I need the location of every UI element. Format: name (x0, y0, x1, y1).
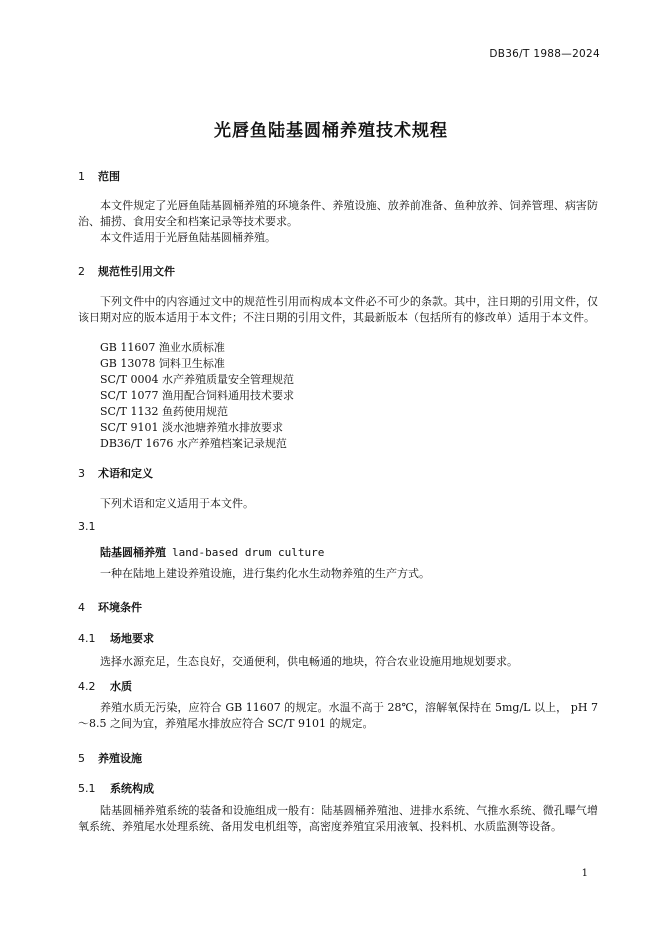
term-entry (100, 544, 324, 560)
section-2-heading (78, 263, 175, 279)
section-number: 2 (78, 265, 85, 278)
section-title: 规范性引用文件 (98, 265, 175, 278)
subsection-number: 4.2 (78, 680, 96, 693)
section-number: 3 (78, 467, 85, 480)
paragraph: 本文件规定了光唇鱼陆基圆桶养殖的环境条件、养殖设施、放养前准备、鱼种放养、饲养管理、病害防治、捕捞、食用安全和档案记录等技术要求。 (78, 199, 598, 228)
subsection-title: 系统构成 (110, 782, 154, 795)
paragraph: 养殖水质无污染，应符合 GB 11607 的规定。水温不高于 28℃，溶解氧保持在 5mg/L 以上， pH 7～8.5 之间为宜，养殖尾水排放应符合 SC/T 9101 的规定。 (78, 701, 598, 730)
subsection-title: 水质 (110, 680, 132, 693)
term-definition: 一种在陆地上建设养殖设施，进行集约化水生动物养殖的生产方式。 (100, 567, 430, 580)
subsection-4-1-heading (78, 630, 154, 646)
section-3-heading (78, 465, 153, 481)
term-chinese: 陆基圆桶养殖 (100, 546, 166, 559)
subsection-5-1-heading (78, 780, 154, 796)
reference-item: GB 11607 渔业水质标准 (100, 341, 225, 354)
subsection-4-2-heading (78, 678, 132, 694)
subsection-number: 4.1 (78, 632, 96, 645)
reference-item: GB 13078 饲料卫生标准 (100, 357, 225, 370)
section-number: 5 (78, 752, 85, 765)
section-title: 养殖设施 (98, 752, 142, 765)
section-title: 术语和定义 (98, 467, 153, 480)
paragraph: 下列文件中的内容通过文中的规范性引用而构成本文件必不可少的条款。其中，注日期的引用文件，仅该日期对应的版本适用于本文件；不注日期的引用文件，其最新版本（包括所有的修改单）适用于本文件。 (78, 295, 598, 324)
reference-item: SC/T 1132 鱼药使用规范 (100, 405, 228, 418)
page-number: 1 (581, 868, 588, 879)
paragraph: 本文件适用于光唇鱼陆基圆桶养殖。 (100, 231, 276, 244)
paragraph: 陆基圆桶养殖系统的装备和设施组成一般有：陆基圆桶养殖池、进排水系统、气推水系统、微孔曝气增氧系统、养殖尾水处理系统、备用发电机组等，高密度养殖宜采用液氧、投料机、水质监测等设备。 (78, 804, 598, 833)
reference-item: SC/T 1077 渔用配合饲料通用技术要求 (100, 389, 294, 402)
paragraph: 选择水源充足，生态良好，交通便利，供电畅通的地块，符合农业设施用地规划要求。 (100, 655, 518, 668)
reference-item: SC/T 9101 淡水池塘养殖水排放要求 (100, 421, 283, 434)
section-1-heading (78, 168, 120, 184)
term-english: land-based drum culture (172, 546, 325, 559)
section-number: 4 (78, 601, 85, 614)
subsection-number: 5.1 (78, 782, 96, 795)
reference-item: DB36/T 1676 水产养殖档案记录规范 (100, 437, 287, 450)
section-5-heading (78, 750, 142, 766)
section-4-heading (78, 599, 142, 615)
section-title: 范围 (98, 170, 120, 183)
section-title: 环境条件 (98, 601, 142, 614)
reference-item: SC/T 0004 水产养殖质量安全管理规范 (100, 373, 294, 386)
paragraph: 下列术语和定义适用于本文件。 (100, 497, 254, 510)
section-number: 1 (78, 170, 85, 183)
document-title: 光唇鱼陆基圆桶养殖技术规程 (214, 121, 448, 141)
subsection-3-1-number: 3.1 (78, 520, 96, 533)
standard-code: DB36/T 1988—2024 (489, 48, 600, 60)
subsection-title: 场地要求 (110, 632, 154, 645)
